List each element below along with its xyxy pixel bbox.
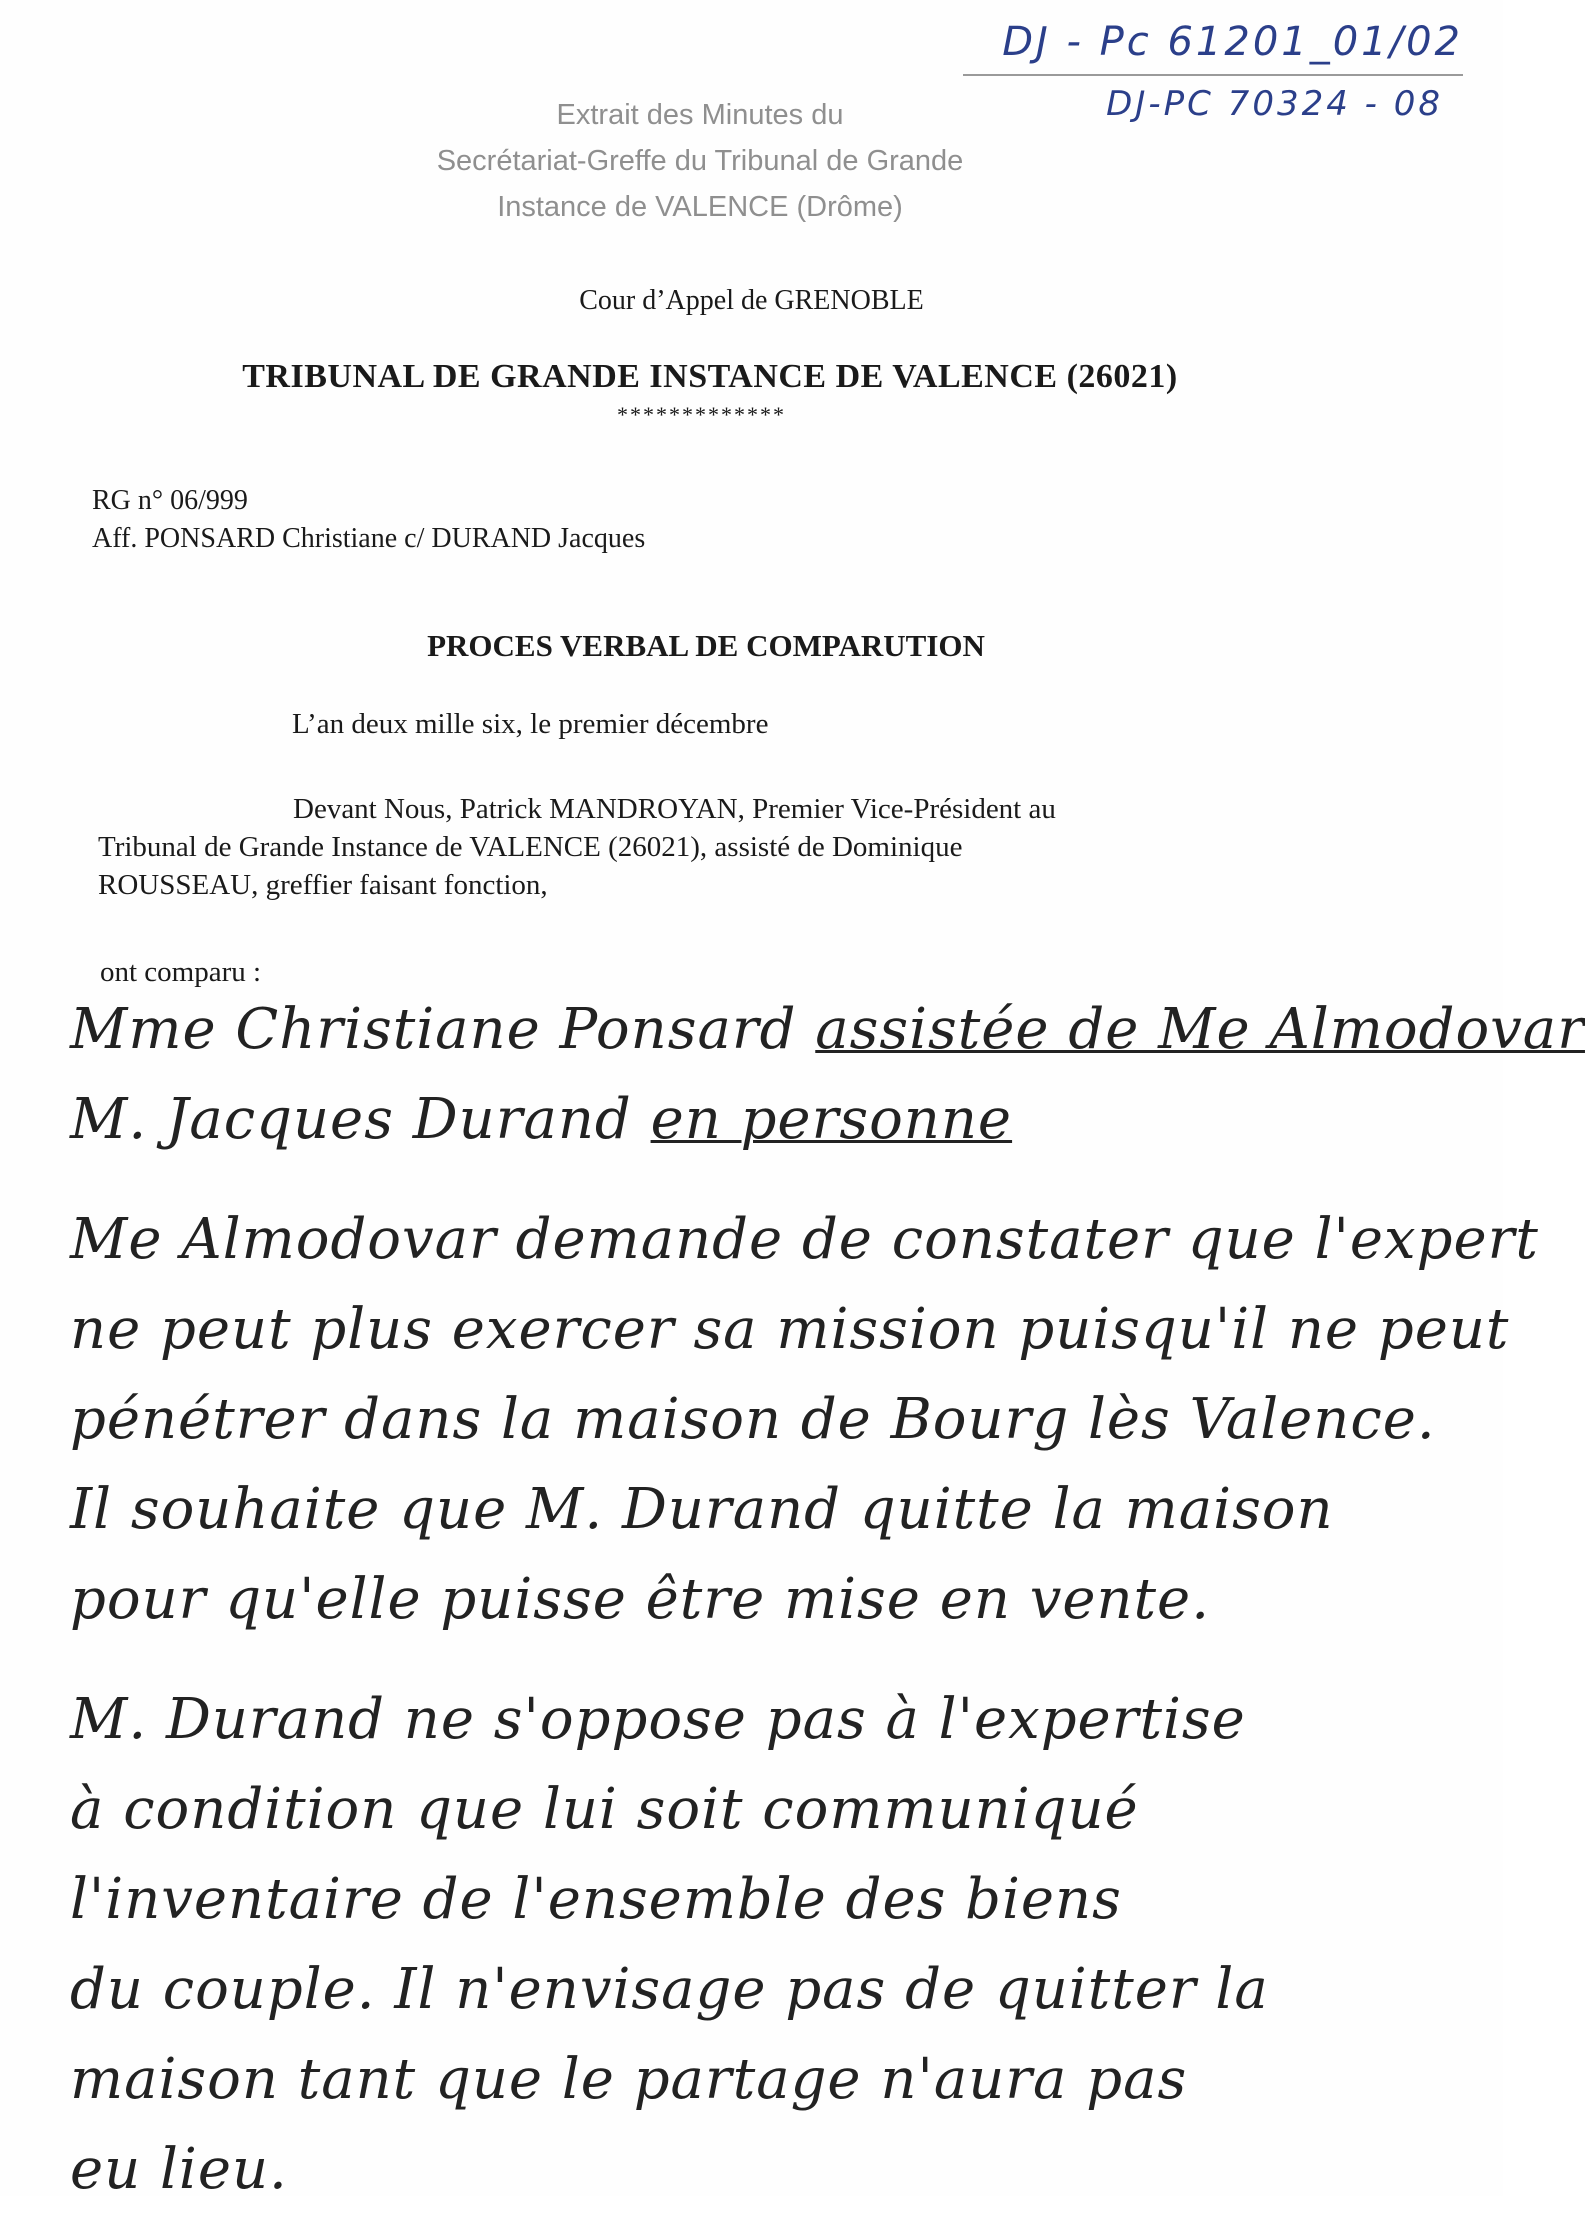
handwritten-gap [70,1645,1440,1675]
greffe-stamp [420,92,980,230]
reference-divider [963,74,1463,76]
handwritten-line [70,985,1585,1075]
handwritten-line: eu lieu. [70,2137,288,2202]
handwritten-line: Il souhaite que M. Durand quitte la maison [70,1477,1334,1542]
affaire-parties: Aff. PONSARD Christiane c/ DURAND Jacques [92,523,646,554]
handwritten-line: à condition que lui soit communiqué [70,1777,1139,1842]
handwritten-line: pénétrer dans la maison de Bourg lès Valence. [70,1387,1436,1452]
handwritten-party-1-assistance: assistée de Me Almodovar [815,997,1585,1062]
document-title: PROCES VERBAL DE COMPARUTION [427,628,985,663]
handwritten-notes [70,985,1585,2215]
handwritten-party-1: Mme Christiane Ponsard [70,997,816,1062]
handwritten-line: maison tant que le partage n'aura pas [70,2047,1188,2112]
stamp-line-1: Extrait des Minutes du [556,99,844,131]
handwritten-gap [70,1165,1440,1195]
presence-line-1: Devant Nous, Patrick MANDROYAN, Premier Vice-Président au [293,793,1056,825]
handwritten-party-2: M. Jacques Durand [70,1087,651,1152]
comparu-label: ont comparu : [100,956,262,988]
handwritten-party-2-presence: en personne [650,1087,1013,1152]
tribunal-heading: TRIBUNAL DE GRANDE INSTANCE DE VALENCE (26021) [242,358,1178,395]
handwritten-line [70,1075,1440,1165]
handwritten-line: ne peut plus exercer sa mission puisqu'il ne peut [70,1297,1510,1362]
handwritten-line: Me Almodovar demande de constater que l'expert [70,1207,1539,1272]
handwritten-line: pour qu'elle puisse être mise en vente. [70,1567,1210,1632]
reference-codes [993,18,1463,125]
case-reference [92,482,645,558]
handwritten-line: du couple. Il n'envisage pas de quitter la [70,1957,1269,2022]
presence-line-3: ROUSSEAU, greffier faisant fonction, [98,869,548,901]
date-line: L’an deux mille six, le premier décembre [292,708,769,740]
presence-line-2: Tribunal de Grande Instance de VALENCE (26021), assisté de Dominique [98,831,963,863]
stamp-line-3: Instance de VALENCE (Drôme) [497,191,903,223]
handwritten-line: M. Durand ne s'oppose pas à l'expertise [70,1687,1246,1752]
court-name: Cour d’Appel de GRENOBLE [579,285,924,316]
heading-separator: ************* [617,402,786,427]
rg-number: RG n° 06/999 [92,485,248,516]
handwritten-line: l'inventaire de l'ensemble des biens [70,1867,1122,1932]
reference-code-primary: DJ - Pc 61201_01/02 [1002,19,1463,65]
presence-paragraph [98,790,1278,904]
reference-code-secondary: DJ-PC 70324 - 08 [1106,84,1443,124]
stamp-line-2: Secrétariat-Greffe du Tribunal de Grande [436,145,964,177]
